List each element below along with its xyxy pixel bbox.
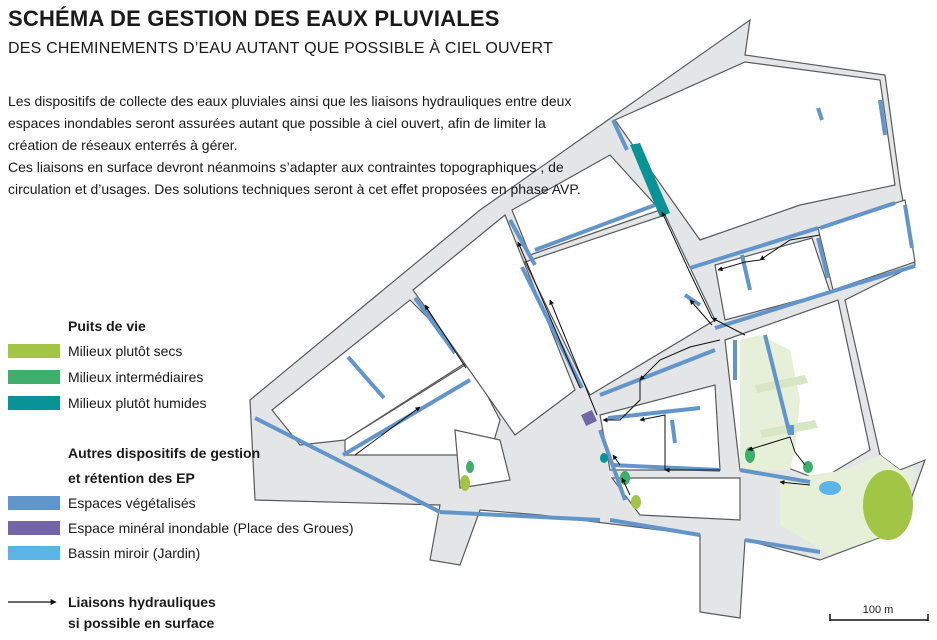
vegetated-box <box>788 425 794 435</box>
legend-autres-heading-line2: et rétention des EP <box>68 470 195 486</box>
bassin-miroir <box>819 481 841 495</box>
legend-item-milieux-secs: Milieux plutôt secs <box>68 343 183 359</box>
legend-autres-heading-line1: Autres dispositifs de gestion <box>68 445 261 461</box>
scale-bar-label: 100 m <box>862 604 894 616</box>
puits-sec <box>863 470 913 540</box>
legend-item-espaces-vegetalises: Espaces végétalisés <box>68 495 196 511</box>
description <box>8 90 588 200</box>
description-paragraph-2: Ces liaisons en surface devront néanmoins s’adapter aux contraintes topographiques , de circulation et d’usages. Des solutions techniques seront à cet effet proposées en phase AVP. <box>8 159 581 197</box>
legend-item-milieux-intermediaires: Milieux intermédiaires <box>68 369 204 385</box>
legend-item-bassin-miroir: Bassin miroir (Jardin) <box>68 545 201 561</box>
description-paragraph-1: Les dispositifs de collecte des eaux pluviales ainsi que les liaisons hydrauliques entre deux espaces inondables seront assurées autant que possible à ciel ouvert, afin de limiter la création de réseaux enterrés à gérer. <box>8 93 572 153</box>
puits-humide <box>600 453 608 463</box>
map-title: SCHÉMA DE GESTION DES EAUX PLUVIALES <box>8 6 500 31</box>
legend-liaisons-line1: Liaisons hydrauliques <box>68 594 216 610</box>
puits-intermediaire <box>620 471 630 485</box>
legend-liaisons-line2: si possible en surface <box>68 615 215 631</box>
map-subtitle: DES CHEMINEMENTS D’EAU AUTANT QUE POSSIBLE À CIEL OUVERT <box>8 40 553 57</box>
puits-sec <box>460 475 470 491</box>
legend-item-espace-mineral: Espace minéral inondable (Place des Groues) <box>68 520 354 536</box>
legend-swatches <box>8 344 60 602</box>
legend-item-milieux-humides: Milieux plutôt humides <box>68 395 207 411</box>
puits-intermediaire <box>803 461 813 473</box>
legend-puits-heading: Puits de vie <box>68 318 146 334</box>
puits-intermediaire <box>466 461 474 473</box>
puits-sec <box>631 495 641 509</box>
